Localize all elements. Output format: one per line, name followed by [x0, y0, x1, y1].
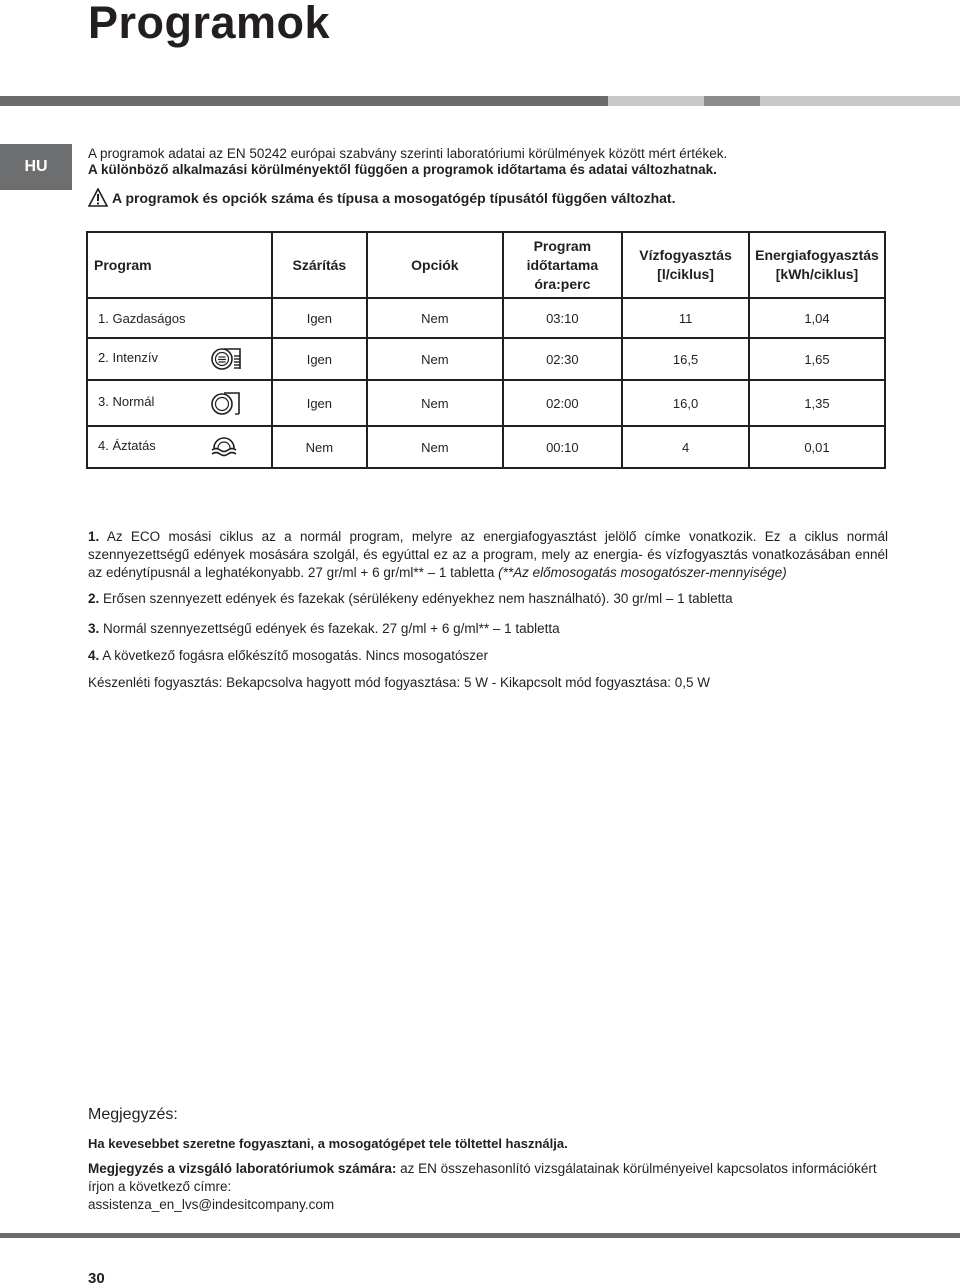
intro-text — [88, 146, 727, 178]
table-row — [87, 426, 885, 468]
footer-bar — [0, 1233, 960, 1238]
col-header-idotartam-line: Program — [533, 237, 592, 254]
warning-triangle-icon — [88, 188, 108, 207]
program-name: 1. Gazdaságos — [98, 310, 186, 326]
col-header-viz — [622, 232, 749, 298]
page-title: Programok — [88, 0, 331, 48]
note-2 — [88, 590, 733, 608]
energia-cell: 1,04 — [749, 298, 885, 338]
col-header-szaritas: Szárítás — [272, 232, 368, 298]
note-tip: Ha kevesebbet szeretne fogyasztani, a mosogatógépet tele töltettel használja. — [88, 1136, 568, 1151]
opciok-cell: Nem — [367, 298, 502, 338]
viz-cell: 4 — [622, 426, 749, 468]
opciok-cell: Nem — [367, 380, 502, 426]
header-bar — [0, 96, 608, 106]
program-name: 4. Áztatás — [98, 438, 156, 454]
energia-cell: 1,35 — [749, 380, 885, 426]
col-header-opciok: Opciók — [367, 232, 502, 298]
program-name-cell — [87, 380, 272, 426]
program-name-cell — [87, 426, 272, 468]
language-badge: HU — [0, 144, 72, 190]
program-table — [86, 231, 886, 469]
program-name: 3. Normál — [98, 394, 155, 410]
szaritas-cell: Igen — [272, 338, 368, 380]
header-bar-segment — [608, 96, 704, 106]
opciok-cell: Nem — [367, 338, 502, 380]
lab-note — [88, 1160, 888, 1214]
note-4 — [88, 647, 488, 665]
note-text: A következő fogásra előkészítő mosogatás. Nincs mosogatószer — [99, 648, 488, 663]
lab-note-label: Megjegyzés a vizsgáló laboratóriumok számára: — [88, 1161, 397, 1176]
table-row — [87, 338, 885, 380]
note-3 — [88, 620, 560, 638]
note-text: Normál szennyezettségű edények és fazekak. 27 g/ml + 6 g/ml** – 1 tabletta — [99, 621, 560, 636]
viz-cell: 11 — [622, 298, 749, 338]
lab-note-text: az EN összehasonlító vizsgálatainak körülményeivel kapcsolatos információkért írjon a következő címre: — [88, 1161, 877, 1194]
col-header-idotartam-line: óra:perc — [534, 275, 591, 292]
intro-line-1: A programok adatai az EN 50242 európai szabvány szerinti laboratóriumi körülmények között mért értékek. — [88, 146, 728, 161]
col-header-idotartam — [503, 232, 623, 298]
note-italic: (**Az előmosogatás mosogatószer-mennyisége) — [498, 565, 787, 580]
col-header-idotartam-line: időtartama — [526, 256, 599, 273]
viz-cell: 16,5 — [622, 338, 749, 380]
warning-text: A programok és opciók száma és típusa a mosogatógép típusától függően változhat. — [112, 189, 676, 206]
note-number: 3. — [88, 621, 100, 636]
col-header-energia — [749, 232, 885, 298]
col-header-program: Program — [87, 232, 272, 298]
szaritas-cell: Igen — [272, 380, 368, 426]
header-bar-segment — [760, 96, 960, 106]
szaritas-cell: Nem — [272, 426, 368, 468]
table-header-row — [87, 232, 885, 298]
program-name-cell — [87, 298, 272, 338]
col-header-energia-line: Energiafogyasztás — [755, 247, 879, 263]
intensive-program-icon — [210, 345, 244, 374]
standby-consumption: Készenléti fogyasztás: Bekapcsolva hagyott mód fogyasztása: 5 W - Kikapcsolt mód fogyasztása: 0,5 W — [88, 675, 711, 690]
page-number: 30 — [88, 1270, 105, 1287]
intro-line-2: A különböző alkalmazási körülményektől függően a programok időtartama és adatai változhatnak. — [88, 162, 717, 177]
soak-program-icon — [210, 434, 240, 461]
program-name: 2. Intenzív — [98, 350, 158, 366]
ido-cell: 02:30 — [503, 338, 623, 380]
table-row — [87, 298, 885, 338]
ido-cell: 00:10 — [503, 426, 623, 468]
col-header-viz-line: Vízfogyasztás — [639, 247, 732, 263]
note-number: 1. — [88, 529, 100, 544]
note-number: 2. — [88, 591, 100, 606]
opciok-cell: Nem — [367, 426, 502, 468]
note-text: Erősen szennyezett edények és fazekak (sérülékeny edényekhez nem használható). 30 gr/ml – 1 tabletta — [99, 591, 733, 606]
note-1 — [88, 528, 888, 582]
normal-program-icon — [210, 388, 244, 419]
energia-cell: 1,65 — [749, 338, 885, 380]
note-heading: Megjegyzés: — [88, 1106, 178, 1123]
header-bar-segment — [704, 96, 760, 106]
szaritas-cell: Igen — [272, 298, 368, 338]
energia-cell: 0,01 — [749, 426, 885, 468]
note-number: 4. — [88, 648, 100, 663]
col-header-energia-line: [kWh/ciklus] — [775, 266, 859, 282]
table-row — [87, 380, 885, 426]
warning-note — [88, 188, 675, 207]
ido-cell: 03:10 — [503, 298, 623, 338]
col-header-viz-line: [l/ciklus] — [657, 266, 714, 282]
note-text: Az ECO mosási ciklus az a normál program, melyre az energiafogyasztást jelölő címke vonatkozik. Ez a ciklus normál szennyezettségű edények mosására szolgál, és egyúttal ez az a program, mely az energia- és vízfogyasztás vonatkozásában ennél az edénytípusnál a leghatékonyabb. 27 gr/ml + 6 gr/ml** – 1 tabletta — [88, 529, 888, 580]
program-name-cell — [87, 338, 272, 380]
viz-cell: 16,0 — [622, 380, 749, 426]
contact-email: assistenza_en_lvs@indesitcompany.com — [88, 1197, 335, 1212]
ido-cell: 02:00 — [503, 380, 623, 426]
